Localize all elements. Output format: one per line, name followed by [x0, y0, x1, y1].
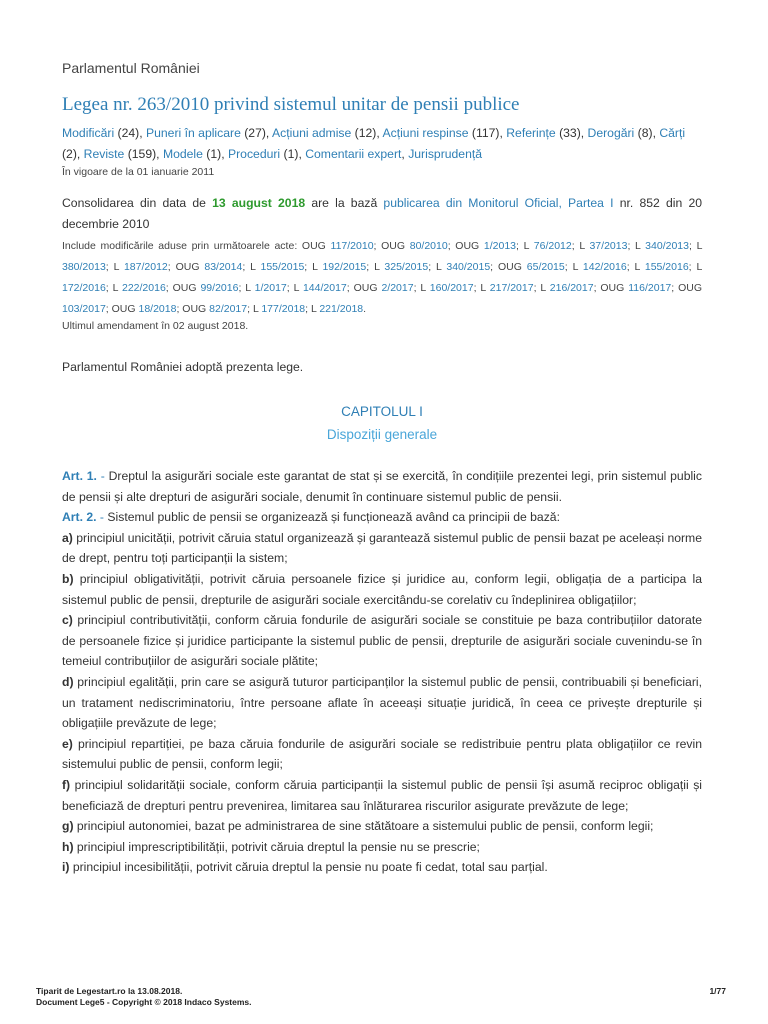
- principle-item: [62, 734, 702, 775]
- related-link-count: (33),: [555, 126, 588, 140]
- last-amendment-note: Ultimul amendament în 02 august 2018.: [62, 320, 249, 332]
- amendment-link[interactable]: 1/2013: [483, 240, 517, 252]
- amendment-link[interactable]: 76/2012: [533, 240, 572, 252]
- principle-text: principiul obligativității, potrivit căruia persoanele fizice și juridice au, conform legii, obligația de a participa la sistemul public de pensii, drepturile de asigurări sociale exercitându-se corelativ cu îndeplinirea obligațiilor;: [62, 571, 702, 607]
- footer-printed-line: Tiparit de Legestart.ro la 13.08.2018.: [36, 986, 183, 996]
- principle-text: principiul repartiției, pe baza căruia fondurile de asigurări sociale se redistribuie pentru plata obligațiilor ce revin sistemului public de pensii, conform legii;: [62, 736, 703, 772]
- principle-text: principiul autonomiei, bazat pe administrarea de sine stătătoare a sistemului public de pensii, conform legii;: [76, 819, 654, 834]
- amendment-link[interactable]: 103/2017: [62, 303, 106, 315]
- article-1: Art. 1. - Dreptul la asigurări sociale este garantat de stat și se exercită, în condițiile prezentei legi, prin sistemul public de pensii și alte drepturi de asigurări sociale, denumit în continuare sistemul public de pensii.: [62, 469, 702, 504]
- amendment-type: OUG: [301, 240, 326, 252]
- footer-copyright-line: Document Lege5 - Copyright © 2018 Indaco Systems.: [36, 997, 252, 1007]
- consolidation-date: 13 august 2018: [212, 196, 306, 210]
- principle-item: [62, 775, 702, 816]
- principle-item: [62, 528, 702, 569]
- principle-item: [62, 837, 702, 858]
- amendment-link[interactable]: 160/2017: [429, 282, 474, 294]
- amendment-type: OUG: [381, 240, 406, 252]
- related-link-count: ,: [401, 147, 409, 161]
- amendment-type: OUG: [111, 303, 136, 315]
- principle-text: principiul unicității, potrivit căruia statul organizează și garantează sistemul public de pensii bazat pe aceleași norme de drept, pentru toți participanții la sistem;: [62, 530, 702, 566]
- amendment-type: L: [112, 282, 119, 294]
- consolidation-prefix: Consolidarea din data de: [62, 196, 213, 210]
- principle-text: principiul imprescriptibilității, potrivit căruia dreptul la pensie nu se prescrie;: [76, 839, 480, 854]
- related-link-count: (8),: [634, 126, 660, 140]
- amendments-list: Include modificările aduse prin următoarele acte: OUG 117/2010; OUG 80/2010; OUG 1/2013; L 76/2012; L 37/2013; L 340/2013; L 380/2013; L 187/2012; OUG 83/2014; L 155/2015; L 192/2015; L 325/2015; L 340/2015; OUG 65/2015; L 142/2016; L 155/2016; L 172/2016; L 222/2016; OUG 99/2016; L 1/2017; L 144/2017; OUG 2/2017; L 160/2017; L 217/2017; L 216/2017; OUG 116/2017; OUG 103/2017; OUG 18/2018; OUG 82/2017; L 177/2018; L 221/2018.: [62, 240, 703, 315]
- consolidation-note: [62, 193, 702, 235]
- amendment-link[interactable]: 177/2018: [261, 303, 306, 315]
- page-number: 1/77: [709, 986, 726, 996]
- amendment-type: L: [374, 261, 380, 273]
- related-link-count: (117),: [468, 126, 507, 140]
- amendment-link[interactable]: 155/2016: [644, 261, 689, 273]
- amendment-type: L: [250, 261, 256, 273]
- amendment-link[interactable]: 65/2015: [526, 261, 565, 273]
- chapter-number: CAPITOLUL I: [341, 404, 423, 419]
- related-link[interactable]: Referințe: [506, 126, 556, 140]
- amendment-link[interactable]: 325/2015: [384, 261, 429, 273]
- amendment-link[interactable]: 380/2013: [62, 261, 106, 273]
- consolidation-middle: are la bază: [305, 196, 384, 210]
- amendment-link[interactable]: 2/2017: [381, 282, 414, 294]
- amendment-type: L: [523, 240, 530, 252]
- amendment-link[interactable]: 217/2017: [489, 282, 534, 294]
- related-link[interactable]: Acțiuni respinse: [382, 126, 469, 140]
- related-link[interactable]: Derogări: [587, 126, 635, 140]
- amendment-type: OUG: [455, 240, 480, 252]
- amendment-link[interactable]: 192/2015: [322, 261, 367, 273]
- principle-letter: d): [62, 674, 74, 689]
- principle-letter: g): [62, 819, 74, 834]
- principle-letter: h): [62, 839, 74, 854]
- law-title: Legea nr. 263/2010 privind sistemul unitar de pensii publice: [62, 94, 520, 115]
- amendment-type: L: [480, 282, 486, 294]
- amendment-type: OUG: [600, 282, 625, 294]
- principle-letter: f): [62, 777, 71, 792]
- principle-item: [62, 569, 702, 610]
- related-link[interactable]: Modele: [162, 147, 203, 161]
- amendment-link[interactable]: 99/2016: [200, 282, 239, 294]
- amendment-link[interactable]: 83/2014: [204, 261, 243, 273]
- amendment-link[interactable]: 18/2018: [138, 303, 177, 315]
- amendment-type: L: [635, 240, 641, 252]
- amendment-link[interactable]: 221/2018: [319, 303, 364, 315]
- consolidation-suffix: nr. 852 din 20 decembrie 2010: [62, 196, 703, 231]
- amendment-link[interactable]: 144/2017: [302, 282, 347, 294]
- amendment-type: OUG: [182, 303, 207, 315]
- article-2-link[interactable]: Art. 2.: [62, 510, 97, 525]
- amendment-type: L: [293, 282, 300, 294]
- related-link[interactable]: Comentarii expert: [305, 147, 402, 161]
- related-link[interactable]: Modificări: [62, 126, 115, 140]
- amendment-link[interactable]: 80/2010: [409, 240, 448, 252]
- parliament-header: Parlamentul României: [62, 60, 200, 76]
- related-link-count: (159),: [124, 147, 163, 161]
- principle-letter: c): [62, 613, 73, 628]
- related-link[interactable]: Acțiuni admise: [272, 126, 352, 140]
- amendment-link[interactable]: 116/2017: [628, 282, 672, 294]
- amendment-type: L: [572, 261, 579, 273]
- article-1-text: Dreptul la asigurări sociale este garantat de stat și se exercită, în condițiile prezentei legi, prin sistemul public de pensii și alte drepturi de asigurări sociale, denumit în continuare sistemul public de pensii.: [62, 469, 702, 504]
- amendment-link[interactable]: 340/2013: [645, 240, 689, 252]
- related-link-count: (1),: [202, 147, 228, 161]
- related-link-count: (27),: [240, 126, 273, 140]
- amendment-type: L: [245, 282, 251, 294]
- amendment-type: L: [252, 303, 259, 315]
- amendment-link[interactable]: 142/2016: [582, 261, 627, 273]
- principle-item: [62, 672, 702, 734]
- amendment-type: OUG: [172, 282, 197, 294]
- amendment-type: L: [696, 261, 702, 273]
- articles-body: [62, 466, 702, 878]
- amendments-prefix: Include modificările aduse prin următoarele acte:: [62, 240, 302, 252]
- related-link[interactable]: Cărți: [659, 126, 686, 140]
- principle-text: principiul solidarității sociale, conform căruia participanții la sistemul public de pensii își asumă reciproc obligații și beneficiază de drepturi pentru prevenirea, limitarea sau înlăturarea riscurilor asigurate prevăzute de lege;: [62, 777, 702, 813]
- related-links: [62, 123, 702, 165]
- related-link-count: (12),: [351, 126, 383, 140]
- in-force-note: În vigoare de la 01 ianuarie 2011: [62, 166, 215, 178]
- related-link-count: (1),: [280, 147, 306, 161]
- chapter-name: Dispoziții generale: [326, 427, 438, 442]
- principle-text: principiul incesibilității, potrivit căruia dreptul la pensie nu poate fi cedat, total sau parțial.: [72, 860, 548, 875]
- amendment-type: L: [579, 240, 585, 252]
- amendment-type: OUG: [678, 282, 702, 294]
- principle-letter: b): [62, 571, 74, 586]
- amendment-link[interactable]: 216/2017: [549, 282, 594, 294]
- amendment-type: L: [312, 261, 318, 273]
- principles-list: [62, 528, 702, 878]
- amendment-link[interactable]: 187/2012: [123, 261, 168, 273]
- related-link-count: (24),: [114, 126, 146, 140]
- amendment-type: OUG: [175, 261, 200, 273]
- adoption-statement: Parlamentul României adoptă prezenta lege.: [62, 360, 304, 374]
- amendment-type: L: [310, 303, 317, 315]
- amendment-type: OUG: [353, 282, 378, 294]
- related-link[interactable]: Proceduri: [227, 147, 281, 161]
- principle-text: principiul egalității, prin care se asigură tuturor participanților la sistemul public de pensii, contribuabili și beneficiari, un tratament nediscriminatoriu, între persoane aflate în aceeași situație juridică, în ceea ce privește drepturile și obligațiile prevăzute de lege;: [62, 674, 702, 731]
- principle-item: [62, 857, 702, 878]
- amendment-type: OUG: [497, 261, 522, 273]
- principle-item: [62, 610, 702, 672]
- amendment-type: L: [113, 261, 120, 273]
- amendment-link[interactable]: 172/2016: [62, 282, 106, 294]
- monitorul-oficial-link[interactable]: publicarea din Monitorul Oficial, Partea I: [383, 196, 614, 210]
- amendment-type: L: [634, 261, 640, 273]
- principle-letter: a): [62, 530, 73, 545]
- amendment-type: L: [420, 282, 426, 294]
- principle-letter: e): [62, 736, 73, 751]
- principle-letter: i): [62, 860, 70, 875]
- principle-text: principiul contributivității, conform căruia fondurile de asigurări sociale se constituie pe baza contribuțiilor datorate de persoanele fizice și juridice participante la sistemul public de pensii, drepturile de asigurări sociale cuvenindu-se în temeiul contribuțiilor de asigurări sociale plătite;: [62, 613, 702, 669]
- amendment-type: L: [540, 282, 546, 294]
- principle-item: [62, 816, 702, 837]
- related-link[interactable]: Puneri în aplicare: [146, 126, 241, 140]
- amendment-link[interactable]: 117/2010: [330, 240, 374, 252]
- related-link[interactable]: Jurisprudență: [408, 147, 483, 161]
- article-2: Art. 2. - Sistemul public de pensii se organizează și funcționează având ca principii de bază:: [62, 510, 560, 525]
- article-1-link[interactable]: Art. 1.: [62, 469, 97, 483]
- amendment-link[interactable]: 37/2013: [589, 240, 628, 252]
- amendment-link[interactable]: 82/2017: [209, 303, 248, 315]
- amendment-link[interactable]: 340/2015: [446, 261, 491, 273]
- print-footer: [36, 986, 252, 1008]
- amendment-link[interactable]: 222/2016: [122, 282, 166, 294]
- article-2-text: Sistemul public de pensii se organizează și funcționează având ca principii de bază:: [107, 510, 560, 525]
- related-link[interactable]: Reviste: [83, 147, 125, 161]
- related-link-count: (2),: [62, 147, 84, 161]
- amendment-link[interactable]: 155/2015: [260, 261, 305, 273]
- amendment-type: L: [696, 240, 703, 252]
- amendment-link[interactable]: 1/2017: [254, 282, 287, 294]
- amendment-type: L: [436, 261, 442, 273]
